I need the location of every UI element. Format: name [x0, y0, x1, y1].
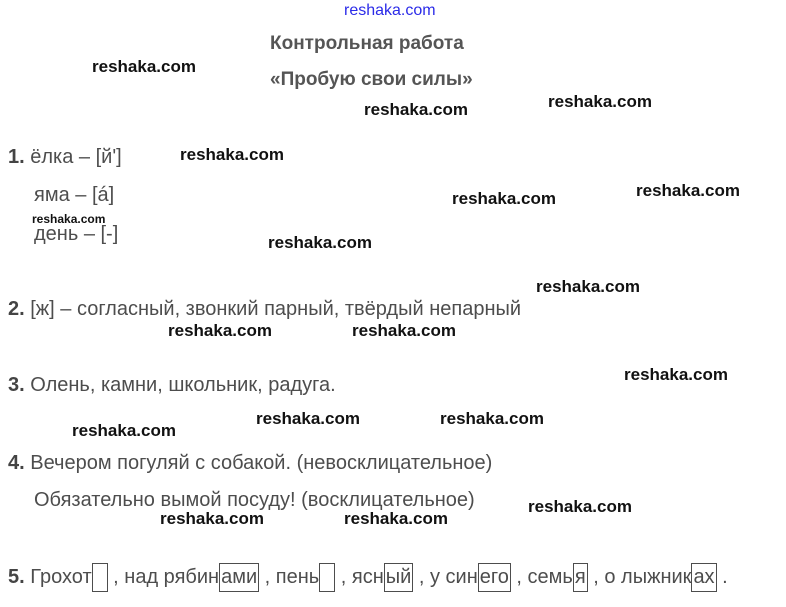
watermark: reshaka.com	[256, 409, 360, 428]
watermark: reshaka.com	[636, 181, 740, 200]
watermark: reshaka.com	[32, 212, 106, 226]
watermark: reshaka.com	[180, 145, 284, 164]
word-5-stem: у син	[429, 566, 478, 588]
task-3-line	[8, 374, 336, 397]
separator: ,	[510, 566, 528, 588]
watermark: reshaka.com	[344, 509, 448, 528]
task-1-line-1	[8, 146, 122, 169]
page-subtitle: «Пробую свои силы»	[270, 69, 473, 90]
ending-box-empty	[92, 563, 108, 592]
separator: ,	[413, 566, 430, 588]
ending-box-empty	[319, 563, 335, 592]
task-5-line	[8, 563, 728, 592]
separator: .	[716, 566, 728, 588]
watermark: reshaka.com	[624, 365, 728, 384]
word-1-stem: Грохот	[30, 566, 92, 588]
separator: ,	[107, 566, 125, 588]
page-title: Контрольная работа	[270, 33, 464, 54]
task-4-line-1	[8, 452, 492, 475]
ending-box: ами	[219, 563, 259, 592]
task-number: 3.	[8, 374, 25, 396]
task-1-item-3: день – [-]	[34, 223, 119, 245]
watermark: reshaka.com	[528, 497, 632, 516]
watermark: reshaka.com	[168, 321, 272, 340]
task-1-item-2: яма – [á]	[34, 184, 115, 206]
task-number: 5.	[8, 566, 25, 588]
task-number: 1.	[8, 146, 25, 168]
watermark: reshaka.com	[536, 277, 640, 296]
watermark: reshaka.com	[364, 100, 468, 119]
word-7-stem: о лыжник	[604, 566, 692, 588]
word-3-stem: пень	[275, 566, 320, 588]
word-2-stem: над рябин	[124, 566, 220, 588]
task-number: 4.	[8, 452, 25, 474]
watermark: reshaka.com	[268, 233, 372, 252]
task-1-item-1: ёлка – [й']	[30, 146, 122, 168]
task-2-line	[8, 298, 521, 321]
watermark: reshaka.com	[352, 321, 456, 340]
top-watermark: reshaka.com	[344, 2, 436, 19]
ending-box: я	[573, 563, 588, 592]
ending-box: ах	[691, 563, 716, 592]
watermark: reshaka.com	[92, 57, 196, 76]
word-4-stem: ясн	[351, 566, 384, 588]
watermark: reshaka.com	[72, 421, 176, 440]
separator: ,	[335, 566, 352, 588]
separator: ,	[259, 566, 276, 588]
task-4-sentence-2: Обязательно вымой посуду! (восклицательное)	[34, 489, 475, 511]
ending-box: его	[478, 563, 511, 592]
task-3-text: Олень, камни, школьник, радуга.	[30, 374, 336, 396]
watermark: reshaka.com	[548, 92, 652, 111]
watermark: reshaka.com	[160, 509, 264, 528]
task-4-sentence-1: Вечером погуляй с собакой. (невосклицательное)	[30, 452, 493, 474]
ending-box: ый	[384, 563, 414, 592]
task-2-text: [ж] – согласный, звонкий парный, твёрдый непарный	[30, 298, 522, 320]
watermark: reshaka.com	[452, 189, 556, 208]
task-number: 2.	[8, 298, 25, 320]
watermark: reshaka.com	[440, 409, 544, 428]
separator: ,	[587, 566, 605, 588]
word-6-stem: семь	[527, 566, 573, 588]
